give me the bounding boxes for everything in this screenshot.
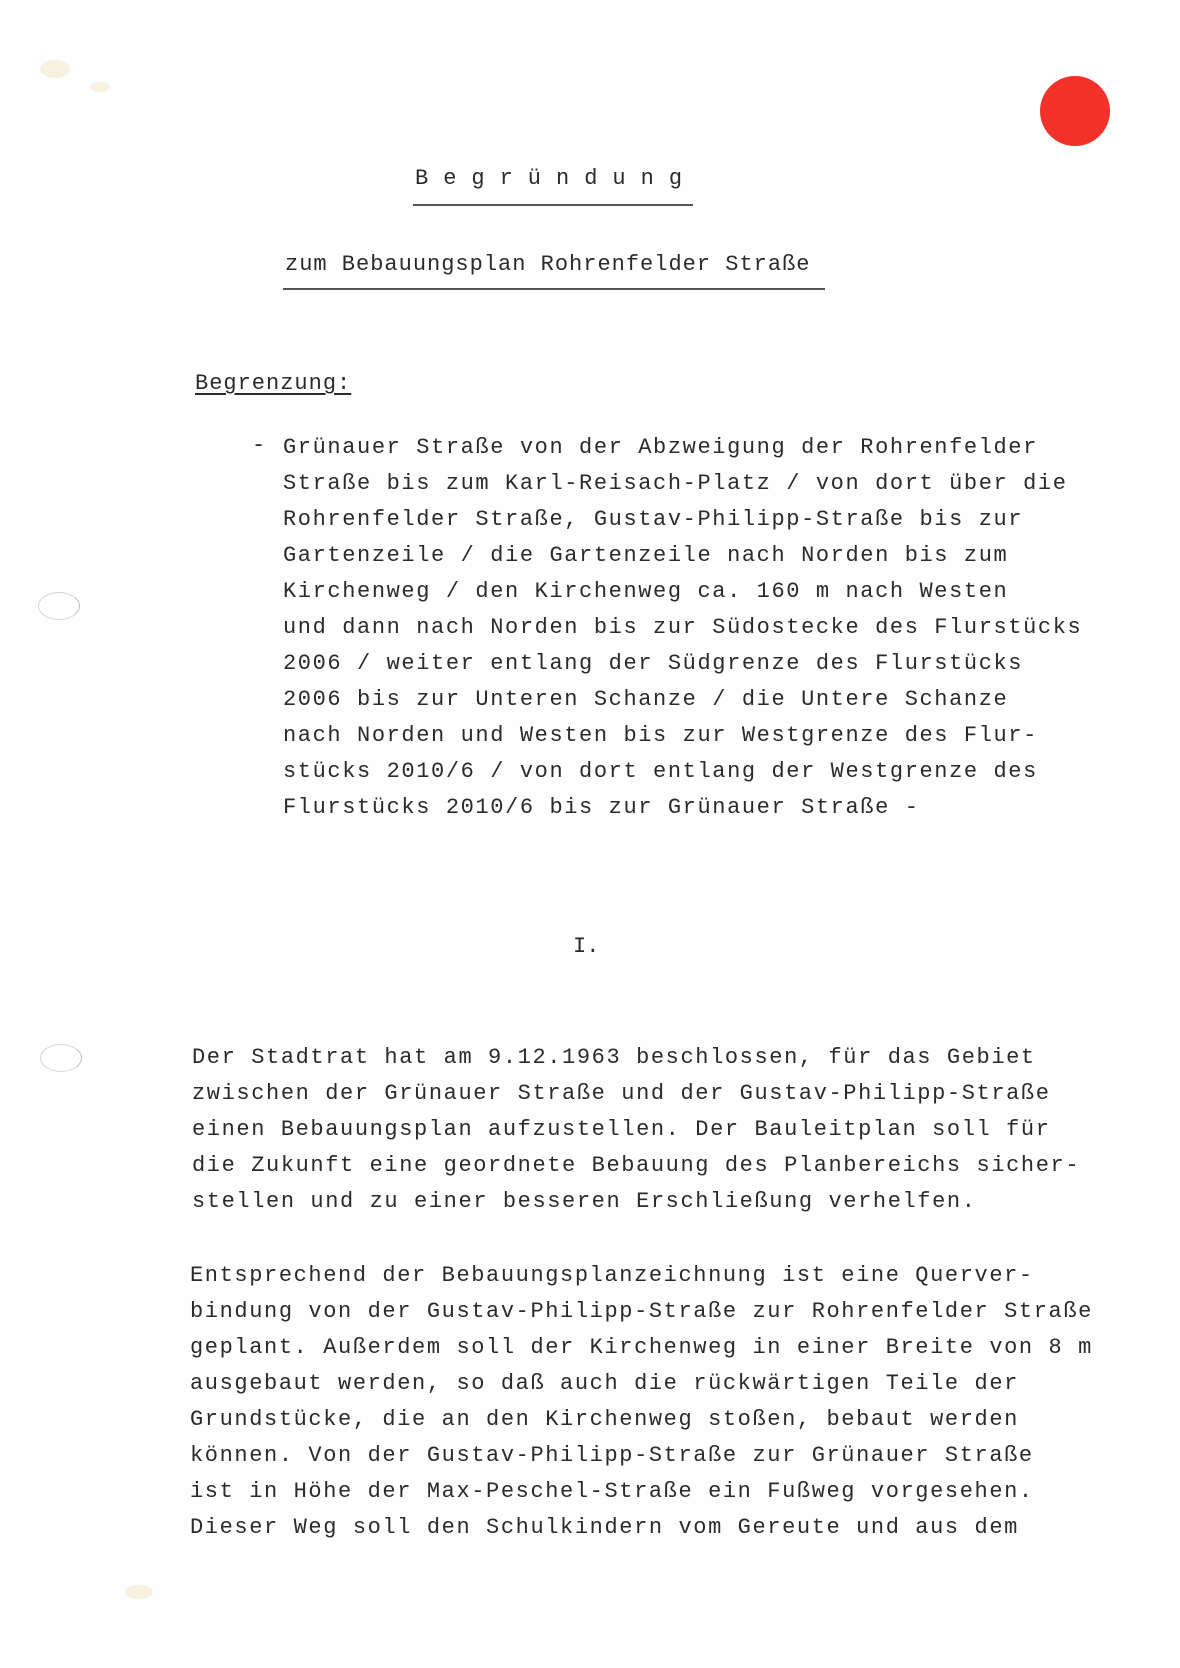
text-line: Gartenzeile / die Gartenzeile nach Norden bis zum: [283, 543, 1009, 568]
boundary-label: Begrenzung:: [195, 371, 352, 396]
text-line: geplant. Außerdem soll der Kirchenweg in einer Breite von 8 m: [190, 1335, 1093, 1360]
text-line: nach Norden und Westen bis zur Westgrenze des Flur-: [283, 723, 1038, 748]
text-line: Grundstücke, die an den Kirchenweg stoßen, bebaut werden: [190, 1407, 1019, 1432]
paper-stain: [125, 1585, 153, 1599]
section-number: I.: [573, 934, 600, 959]
text-line: Der Stadtrat hat am 9.12.1963 beschlossen, für das Gebiet: [192, 1045, 1036, 1070]
document-title: Begründung: [415, 166, 698, 191]
text-line: ausgebaut werden, so daß auch die rückwärtigen Teile der: [190, 1371, 1019, 1396]
paper-stain: [90, 82, 110, 92]
punch-hole: [38, 592, 80, 620]
paragraph-planning: [190, 1258, 1093, 1546]
red-marker-sticker: [1040, 76, 1110, 146]
text-line: ist in Höhe der Max-Peschel-Straße ein Fußweg vorgesehen.: [190, 1479, 1034, 1504]
text-line: stücks 2010/6 / von dort entlang der Westgrenze des: [283, 759, 1038, 784]
title-underline: [413, 204, 693, 206]
text-line: können. Von der Gustav-Philipp-Straße zur Grünauer Straße: [190, 1443, 1034, 1468]
text-line: Dieser Weg soll den Schulkindern vom Gereute und aus dem: [190, 1515, 1019, 1540]
text-line: einen Bebauungsplan aufzustellen. Der Bauleitplan soll für: [192, 1117, 1051, 1142]
text-line: 2006 bis zur Unteren Schanze / die Untere Schanze: [283, 687, 1009, 712]
subtitle-underline: [283, 288, 825, 290]
boundary-description: [283, 430, 1082, 826]
text-line: stellen und zu einer besseren Erschließung verhelfen.: [192, 1189, 977, 1214]
text-line: Rohrenfelder Straße, Gustav-Philipp-Straße bis zur: [283, 507, 1024, 532]
list-dash: -: [252, 433, 266, 458]
text-line: die Zukunft eine geordnete Bebauung des Planbereichs sicher-: [192, 1153, 1081, 1178]
text-line: 2006 / weiter entlang der Südgrenze des Flurstücks: [283, 651, 1024, 676]
text-line: Entsprechend der Bebauungsplanzeichnung ist eine Querver-: [190, 1263, 1034, 1288]
text-line: Grünauer Straße von der Abzweigung der Rohrenfelder: [283, 435, 1038, 460]
text-line: bindung von der Gustav-Philipp-Straße zur Rohrenfelder Straße: [190, 1299, 1093, 1324]
text-line: Flurstücks 2010/6 bis zur Grünauer Straße -: [283, 795, 920, 820]
paper-stain: [40, 60, 70, 78]
text-line: Kirchenweg / den Kirchenweg ca. 160 m nach Westen: [283, 579, 1009, 604]
punch-hole: [40, 1044, 82, 1072]
text-line: zwischen der Grünauer Straße und der Gustav-Philipp-Straße: [192, 1081, 1051, 1106]
text-line: und dann nach Norden bis zur Südostecke des Flurstücks: [283, 615, 1083, 640]
document-subtitle: zum Bebauungsplan Rohrenfelder Straße: [285, 252, 811, 277]
text-line: Straße bis zum Karl-Reisach-Platz / von dort über die: [283, 471, 1068, 496]
paragraph-resolution: [192, 1040, 1080, 1220]
